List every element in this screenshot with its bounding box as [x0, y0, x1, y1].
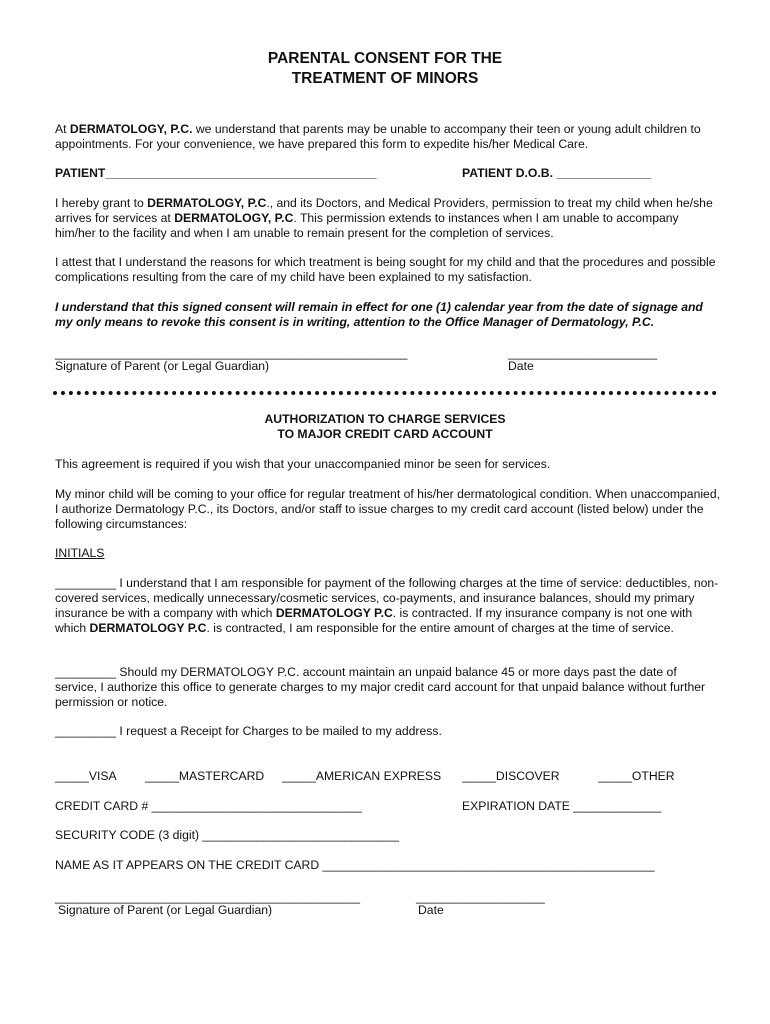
patient-name-field[interactable]: PATIENT________________________________________	[55, 166, 377, 180]
clause1-practice-1: DERMATOLOGY P.C	[275, 606, 393, 620]
section-divider	[53, 391, 717, 395]
authorization-title-line2: TO MAJOR CREDIT CARD ACCOUNT	[277, 427, 493, 441]
parent-signature-line-1[interactable]: ____________________________________________________	[55, 346, 408, 360]
clause1-text-3: . is contracted, I am responsible for the entire amount of charges at the time of service.	[206, 621, 674, 635]
security-code-field[interactable]: SECURITY CODE (3 digit) _____________________________	[55, 828, 399, 842]
grant-practice-2: DERMATOLOGY, P.C	[174, 211, 294, 225]
authorization-title-line1: AUTHORIZATION TO CHARGE SERVICES	[264, 412, 506, 426]
minor-child-paragraph: My minor child will be coming to your office for regular treatment of his/her dermatological condition. When unaccompanied, I authorize Dermatology P.C., its Doctors, and/or staff to issue charges to my credit card account (listed below) under the following circumstances:	[55, 487, 720, 531]
card-type-discover[interactable]: _____DISCOVER	[462, 769, 560, 783]
card-type-visa[interactable]: _____VISA	[55, 769, 117, 783]
intro-prefix: At	[55, 122, 70, 136]
expiration-date-field[interactable]: EXPIRATION DATE _____________	[462, 799, 662, 813]
clause1-text-2: . is contracted. If my insurance company is not one with which	[55, 606, 693, 635]
credit-card-number-field[interactable]: CREDIT CARD # _______________________________	[55, 799, 362, 813]
clause1-text-1: _________ I understand that I am responsible for payment of the following charges at the time of service: deductibles, non-covered services, medically unnecessary/cosmetic services, co-payments, and insurance balances, should my primary insurance be with a company with which	[55, 576, 719, 620]
date-label-2: Date	[418, 903, 444, 917]
attest-paragraph: I attest that I understand the reasons for which treatment is being sought for my child and that the procedures and possible complications resulting from the care of my child have been explained to my satisfaction.	[55, 255, 716, 284]
grant-text-1: I hereby grant to	[55, 196, 148, 210]
card-type-other[interactable]: _____OTHER	[598, 769, 675, 783]
grant-text-3: . This permission extends to instances when I am unable to accompany him/her to the facility and when I am unable to remain present for the completion of services.	[55, 211, 679, 240]
card-type-amex[interactable]: _____AMERICAN EXPRESS	[282, 769, 442, 783]
agreement-paragraph: This agreement is required if you wish that your unaccompanied minor be seen for services.	[55, 457, 551, 471]
name-on-card-field[interactable]: NAME AS IT APPEARS ON THE CREDIT CARD _________________________________________________	[55, 858, 655, 872]
patient-dob-field[interactable]: PATIENT D.O.B. ______________	[462, 166, 652, 180]
intro-paragraph	[55, 122, 720, 152]
initial-clause-unpaid-balance[interactable]: _________ Should my DERMATOLOGY P.C. account maintain an unpaid balance 45 or more days past the date of service, I authorize this office to generate charges to my major credit card account for that unpaid balance without further permission or notice.	[55, 665, 706, 709]
parent-signature-label-1: Signature of Parent (or Legal Guardian)	[55, 359, 270, 373]
parent-signature-line-2[interactable]: _____________________________________________	[55, 890, 361, 904]
date-line-1[interactable]: ______________________	[508, 346, 658, 360]
date-line-2[interactable]: ___________________	[416, 890, 545, 904]
consent-term-paragraph: I understand that this signed consent will remain in effect for one (1) calendar year from the date of signage and my only means to revoke this consent is in writing, attention to the Office Manager of Dermatology, P.C.	[55, 300, 703, 329]
card-type-mastercard[interactable]: _____MASTERCARD	[145, 769, 265, 783]
grant-text-2: ., and its Doctors, and Medical Providers, permission to treat my child when he/she arrives for services at	[55, 196, 713, 225]
grant-practice-1: DERMATOLOGY, P.C	[147, 196, 267, 210]
form-title-line2: TREATMENT OF MINORS	[291, 70, 479, 87]
initial-clause-receipt[interactable]: _________ I request a Receipt for Charges to be mailed to my address.	[55, 724, 442, 738]
parent-signature-label-2: Signature of Parent (or Legal Guardian)	[58, 903, 273, 917]
date-label-1: Date	[508, 359, 534, 373]
intro-practice-name: DERMATOLOGY, P.C.	[69, 122, 193, 136]
intro-text: we understand that parents may be unable to accompany their teen or young adult children to appointments. For your convenience, we have prepared this form to expedite his/her Medical Care.	[55, 122, 701, 151]
grant-paragraph	[55, 196, 720, 241]
clause1-practice-2: DERMATOLOGY P.C	[89, 621, 207, 635]
initial-clause-responsibility[interactable]	[55, 576, 720, 636]
initials-heading: INITIALS	[55, 546, 105, 560]
form-title-line1: PARENTAL CONSENT FOR THE	[267, 50, 503, 67]
